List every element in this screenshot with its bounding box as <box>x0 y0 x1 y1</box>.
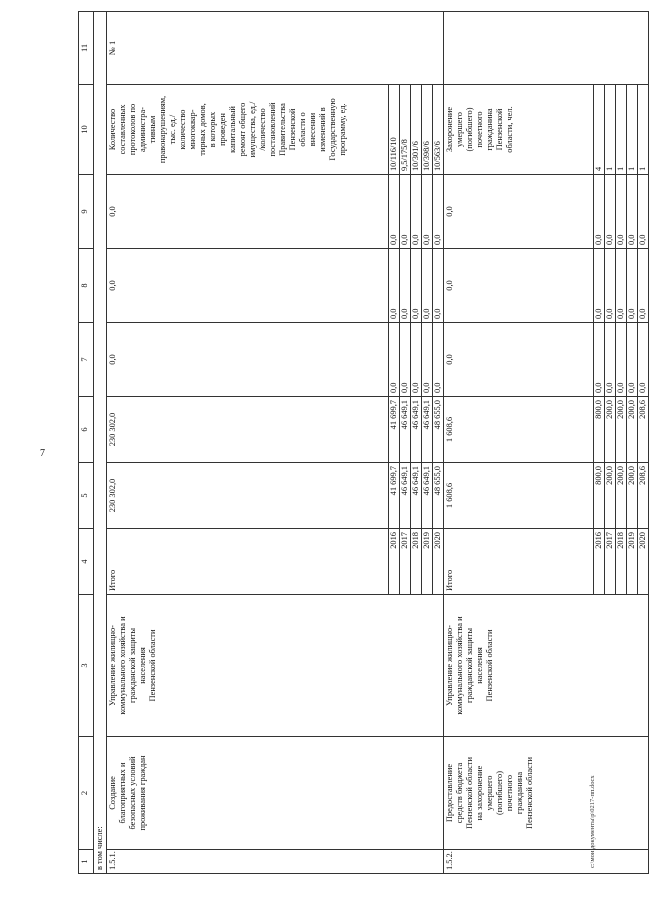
year-value: 0,0 <box>433 323 444 397</box>
year-value: 0,0 <box>627 175 638 249</box>
year-value: 41 699,7 <box>389 397 400 463</box>
program-table <box>78 11 649 874</box>
col-header: 10 <box>79 85 94 175</box>
indicator-value: 10/563/6 <box>433 85 444 175</box>
indicator-value: 10/116/10 <box>389 85 400 175</box>
year-value: 0,0 <box>616 323 627 397</box>
year-value: 0,0 <box>616 249 627 323</box>
year-value: 0,0 <box>411 323 422 397</box>
year-value: 200,0 <box>627 463 638 529</box>
year-label: 2016 <box>594 529 605 595</box>
total-value: 0,0 <box>107 175 389 249</box>
year-value: 0,0 <box>422 249 433 323</box>
total-label: Итого <box>444 529 594 595</box>
indicator-value: 10/301/6 <box>411 85 422 175</box>
year-value: 0,0 <box>389 249 400 323</box>
year-value: 0,0 <box>422 323 433 397</box>
year-value: 0,0 <box>638 323 649 397</box>
indicator-value: 10/398/6 <box>422 85 433 175</box>
year-value: 0,0 <box>627 323 638 397</box>
year-value: 0,0 <box>389 175 400 249</box>
year-value: 0,0 <box>605 249 616 323</box>
year-label: 2019 <box>627 529 638 595</box>
year-value: 0,0 <box>400 323 411 397</box>
col-header: 11 <box>79 12 94 85</box>
year-label: 2018 <box>616 529 627 595</box>
year-value: 0,0 <box>605 175 616 249</box>
col-header: 1 <box>79 850 94 874</box>
year-value: 0,0 <box>616 175 627 249</box>
total-value: 1 608,6 <box>444 397 594 463</box>
year-value: 200,0 <box>605 397 616 463</box>
year-value: 46 649,1 <box>411 397 422 463</box>
indicator-value: 9,5/175/8 <box>400 85 411 175</box>
year-value: 208,6 <box>638 397 649 463</box>
year-value: 0,0 <box>638 175 649 249</box>
indicator-text: Количество составленных протоколов по администра- тивным правонарушениям, тыс. ед./ количество многоквар- тирных домов, в которых проведен капитальный ремонт общего имущества, ед./ /количество постановлений Правительства Пензенской области о внесении изменений в Государственную программу, ед. <box>107 85 389 175</box>
year-value: 0,0 <box>638 249 649 323</box>
year-value: 800,0 <box>594 463 605 529</box>
total-value: 1 608,6 <box>444 463 594 529</box>
year-label: 2017 <box>605 529 616 595</box>
item-executor: Управление жилищно- коммунального хозяйства и гражданской защиты населения Пензенской области <box>107 595 444 737</box>
indicator-value: 1 <box>605 85 616 175</box>
year-value: 46 649,1 <box>411 463 422 529</box>
year-value: 208,6 <box>638 463 649 529</box>
year-label: 2020 <box>433 529 444 595</box>
total-value: 0,0 <box>107 249 389 323</box>
total-value: 230 302,0 <box>107 397 389 463</box>
year-value: 0,0 <box>422 175 433 249</box>
year-value: 800,0 <box>594 397 605 463</box>
year-label: 2018 <box>411 529 422 595</box>
total-value: 0,0 <box>444 175 594 249</box>
year-value: 46 649,1 <box>400 397 411 463</box>
col-header: 4 <box>79 529 94 595</box>
col-header: 3 <box>79 595 94 737</box>
item-name: Создание благоприятных и безопасных условий проживания граждан <box>107 737 444 850</box>
total-value: 0,0 <box>444 323 594 397</box>
file-path-footer: c:\мои документы\р\0217-пп.docx <box>589 775 596 868</box>
item-executor: Управление жилищно- коммунального хозяйства и гражданской защиты населения Пензенской области <box>444 595 649 737</box>
year-value: 0,0 <box>411 249 422 323</box>
item-name: Предоставление средств бюджета Пензенской области на захоронение умершего (погибшего) почетного гражданина Пензенской области <box>444 737 649 850</box>
note-cell: № 1 <box>107 12 444 85</box>
indicator-value: 4 <box>594 85 605 175</box>
item-number: 1.5.1. <box>107 850 444 874</box>
year-value: 46 649,1 <box>422 463 433 529</box>
year-value: 200,0 <box>627 397 638 463</box>
year-label: 2020 <box>638 529 649 595</box>
year-value: 0,0 <box>433 249 444 323</box>
year-value: 200,0 <box>616 397 627 463</box>
col-header: 5 <box>79 463 94 529</box>
indicator-value: 1 <box>616 85 627 175</box>
total-value: 0,0 <box>107 323 389 397</box>
year-value: 46 649,1 <box>422 397 433 463</box>
year-value: 0,0 <box>594 175 605 249</box>
col-header: 8 <box>79 249 94 323</box>
total-value: 0,0 <box>444 249 594 323</box>
indicator-value: 1 <box>638 85 649 175</box>
indicator-text: Захоронение умершего (погибшего) почетного гражданина Пензенской области, чел. <box>444 85 594 175</box>
year-value: 0,0 <box>594 323 605 397</box>
col-header: 7 <box>79 323 94 397</box>
year-value: 0,0 <box>389 323 400 397</box>
year-value: 48 655,0 <box>433 463 444 529</box>
year-value: 200,0 <box>605 463 616 529</box>
year-value: 0,0 <box>433 175 444 249</box>
page-number: 7 <box>40 448 45 459</box>
total-value: 230 302,0 <box>107 463 389 529</box>
program-row <box>107 12 389 874</box>
col-header: 9 <box>79 175 94 249</box>
rotated-document <box>78 12 647 874</box>
year-value: 41 699,7 <box>389 463 400 529</box>
year-label: 2019 <box>422 529 433 595</box>
section-label: в том числе: <box>94 12 107 874</box>
column-numbers-row <box>79 12 94 874</box>
year-value: 48 655,0 <box>433 397 444 463</box>
year-value: 0,0 <box>400 175 411 249</box>
section-row <box>94 12 107 874</box>
year-value: 0,0 <box>627 249 638 323</box>
year-value: 0,0 <box>400 249 411 323</box>
col-header: 2 <box>79 737 94 850</box>
year-value: 46 649,1 <box>400 463 411 529</box>
program-row <box>444 12 594 874</box>
col-header: 6 <box>79 397 94 463</box>
total-label: Итого <box>107 529 389 595</box>
note-cell <box>444 12 649 85</box>
year-value: 0,0 <box>594 249 605 323</box>
indicator-value: 1 <box>627 85 638 175</box>
year-label: 2017 <box>400 529 411 595</box>
year-value: 200,0 <box>616 463 627 529</box>
year-label: 2016 <box>389 529 400 595</box>
item-number: 1.5.2. <box>444 850 649 874</box>
year-value: 0,0 <box>605 323 616 397</box>
year-value: 0,0 <box>411 175 422 249</box>
